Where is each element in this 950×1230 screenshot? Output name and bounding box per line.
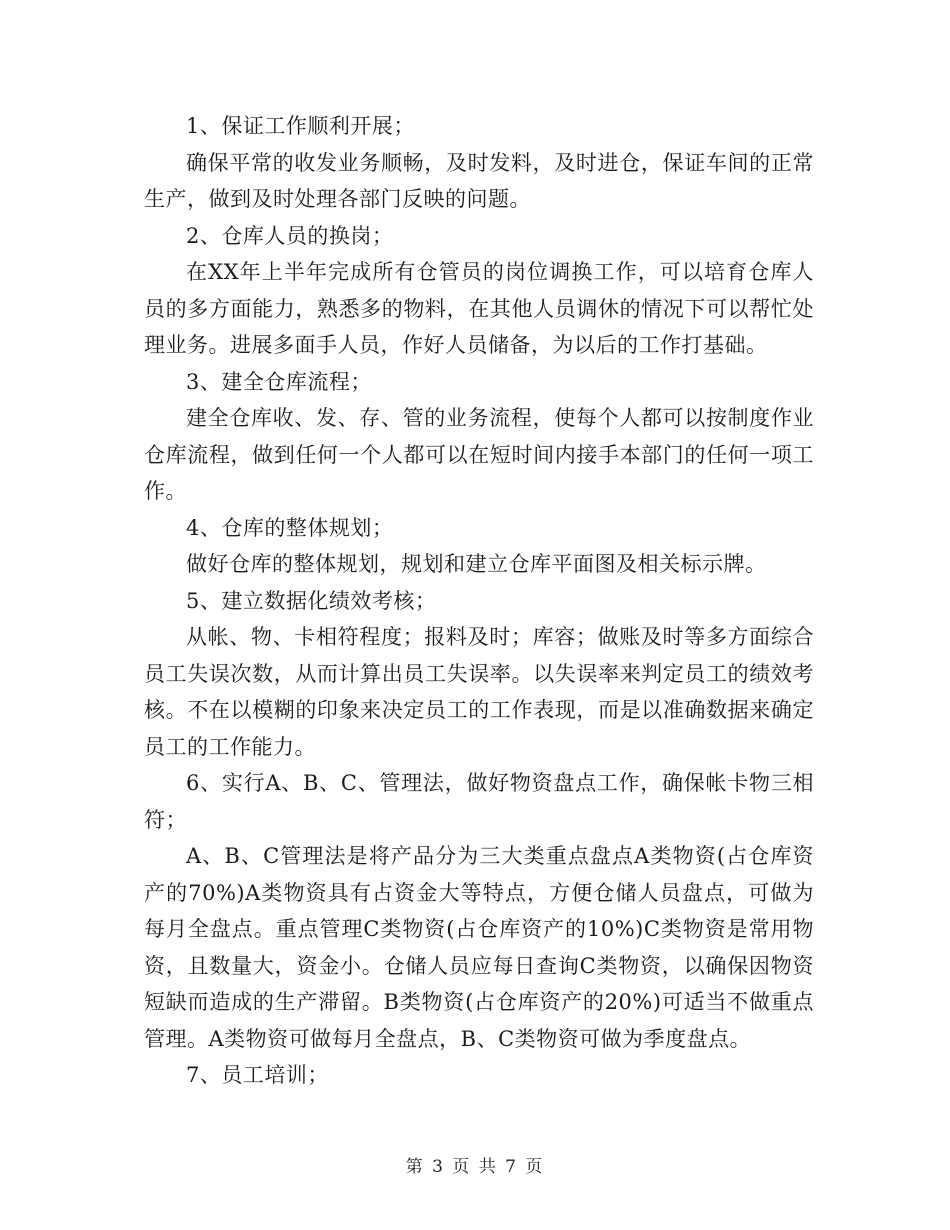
page-footer: 第 3 页 共 7 页 <box>405 1157 545 1177</box>
paragraph-10: 从帐、物、卡相符程度；报料及时；库容；做账及时等多方面综合员工失误次数，从而计算出员工失误率。以失误率来判定员工的绩效考核。不在以模糊的印象来决定员工的工作表现，而是以准确数据来确定员工的工作能力。 <box>144 625 814 759</box>
paragraph-7: 4、仓库的整体规划； <box>186 515 394 540</box>
paragraph-8: 做好仓库的整体规划，规划和建立仓库平面图及相关标示牌。 <box>186 552 767 576</box>
paragraph-2: 确保平常的收发业务顺畅，及时发料，及时进仓，保证车间的正常生产，做到及时处理各部门反映的问题。 <box>144 150 814 211</box>
paragraph-9: 5、建立数据化绩效考核； <box>186 588 437 613</box>
paragraph-5: 3、建全仓库流程； <box>186 369 372 394</box>
paragraph-13: 7、员工培训； <box>186 1063 329 1087</box>
paragraph-4: 在XX年上半年完成所有仓管员的岗位调换工作，可以培育仓库人员的多方面能力，熟悉多的物料，在其他人员调休的情况下可以帮忙处理业务。进展多面手人员，作好人员储备，为以后的工作打基础。 <box>144 260 814 357</box>
paragraph-1: 1、保证工作顺利开展； <box>186 114 415 138</box>
paragraph-11: 6、实行A、B、C、管理法，做好物资盘点工作，确保帐卡物三相符； <box>144 771 814 832</box>
paragraph-6: 建全仓库收、发、存、管的业务流程，使每个人都可以按制度作业仓库流程，做到任何一个人都可以在短时间内接手本部门的任何一项工作。 <box>144 406 814 503</box>
document-body <box>144 108 814 1094</box>
paragraph-3: 2、仓库人员的换岗； <box>186 223 394 248</box>
paragraph-12: A、B、C管理法是将产品分为三大类重点盘点A类物资(占仓库资产的70%)A类物资具有占资金大等特点，方便仓储人员盘点，可做为每月全盘点。重点管理C类物资(占仓库资产的10%)C类物资是常用物资，且数量大，资金小。仓储人员应每日查询C类物资，以确保因物资短缺而造成的生产滞留。B类物资(占仓库资产的20%)可适当不做重点管理。A类物资可做每月全盘点，B、C类物资可做为季度盘点。 <box>144 844 814 1051</box>
